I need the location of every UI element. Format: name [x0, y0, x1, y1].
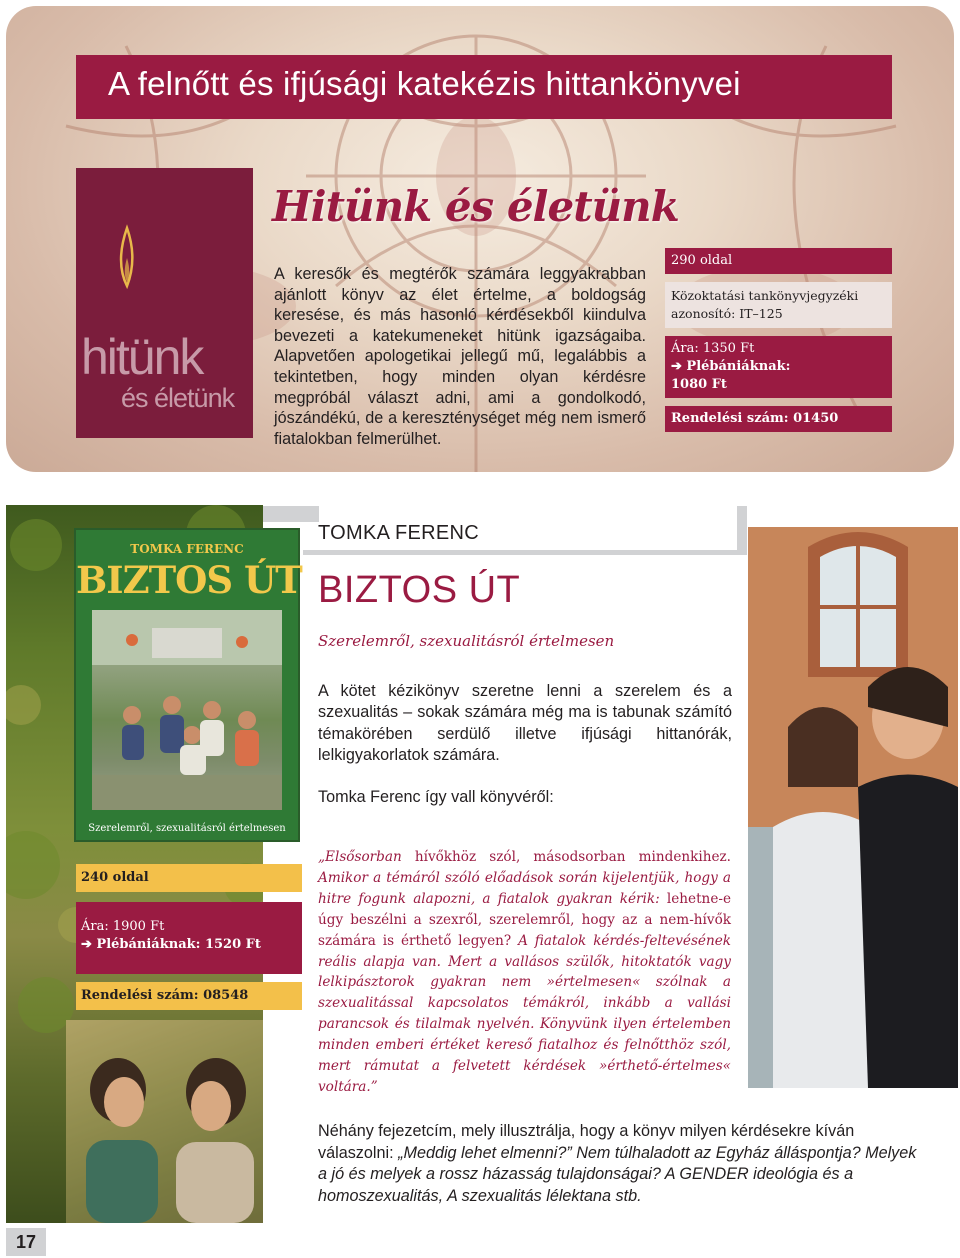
parish-price: ➔ Plébániáknak: 1520 Ft — [81, 937, 261, 952]
textbook-id-line2: azonosító: IT–125 — [671, 306, 783, 321]
textbook-id-box — [665, 282, 892, 328]
divider-line — [303, 550, 747, 555]
book-cover-hitunk — [76, 168, 253, 438]
page-count: 290 oldal — [671, 253, 733, 268]
chapters-intro: Néhány fejezetcím, mely illusztrálja, hogy a könyv milyen kérdésekre kíván válaszolni: — [318, 1122, 855, 1162]
section-title-bar — [76, 55, 892, 119]
cover-title: BIZTOS ÚT — [76, 558, 302, 602]
page-count-label — [76, 864, 302, 892]
order-number-box — [76, 982, 302, 1010]
photo-couple-talking — [66, 1020, 263, 1223]
cover-subtitle: Szerelemről, szexualitásról értelmesen — [88, 823, 286, 834]
price: Ára: 1350 Ft — [671, 341, 755, 356]
order-number: Rendelési szám: 01450 — [671, 411, 839, 426]
divider-corner — [737, 506, 747, 555]
book-subtitle: Szerelemről, szexualitásról értelmesen — [318, 632, 615, 650]
price-box — [665, 336, 892, 398]
page-number: 17 — [15, 1232, 37, 1252]
cover-author: TOMKA FERENC — [130, 542, 244, 556]
textbook-id-line1: Közoktatási tankönyvjegyzéki — [671, 288, 859, 303]
quote-part: „Elsősorban — [318, 849, 415, 865]
cover-title-small: és életünk — [121, 383, 235, 413]
order-number: Rendelési szám: 08548 — [81, 988, 249, 1003]
quote-part: hívőkhöz szól, másodsorban — [414, 849, 626, 865]
parish-price-label: ➔ Plébániáknak: — [671, 359, 791, 374]
page-count-label — [665, 248, 892, 274]
quote-part: mindenkihez. — [625, 849, 732, 865]
book-cover-biztos-ut — [76, 530, 302, 840]
price: Ára: 1900 Ft — [81, 919, 165, 934]
quote-part: A fiatalok kérdés-feltevésének reális alapja van. Mert a vallásos szülők, hitoktatók vagy lelkipásztorok gyakran nem »értelmesen« szólnak a szexualitással kapcsolatos témákról, inkább a vallási parancsok és tilalmak nyelvén. Könyvünk ilyen értelemben minden emberi értéket kereső fiatalhoz és felnőtthöz szól, mert rámutat a felvetett kérdések »érthető-értelmes« voltára.” — [318, 932, 732, 1095]
chapter-titles-paragraph — [318, 1121, 928, 1207]
order-number-box — [665, 406, 892, 432]
divider-bar — [263, 506, 319, 522]
price-box — [76, 902, 302, 974]
book-author: TOMKA FERENC — [318, 522, 480, 544]
book-title: Hitünk és életünk — [272, 182, 679, 231]
book-title: BIZTOS ÚT — [318, 569, 521, 611]
parish-price: 1080 Ft — [671, 377, 727, 392]
book-description: A keresők és megtérők számára leggyakrabban ajánlott könyv az élet értelme, a boldogság keresése, és más hasonló kérdésekből kiindulva bevezeti a katekumeneket hitünk igazságaiba. Alapvetően apologetikai jellegű mű, legalábbis a tekintetben, hogy minden olyan kérdésre megpróbál választ adni, ami a gondolkodó, jószándékú, de a kereszténységet még nem ismerő fiatalokban felmerülhet. — [274, 265, 646, 448]
page-count: 240 oldal — [81, 870, 149, 885]
author-quote-intro: Tomka Ferenc így vall könyvéről: — [318, 788, 554, 806]
photo-young-couple-outdoors — [748, 527, 958, 1088]
section-title: A felnőtt és ifjúsági katekézis hittankönyvei — [108, 65, 741, 102]
quote-part: Amikor a témáról szóló előadások során kijelentjük, hogy a hitre fogunk alapozni, a fiatalok gyakran kérik: — [318, 869, 731, 907]
page-number-box — [6, 1228, 46, 1256]
cover-title-big: hitünk — [81, 329, 203, 385]
chapters-list: „Meddig lehet elmenni?” Nem túlhaladott az Egyház álláspontja? Melyek a jó és melyek a rossz házasság tulajdonságai? A GENDER ideológia és a homoszexualitás, A szexualitás lélektana stb. — [318, 1143, 917, 1205]
quote-part: lehetne-e úgy beszélni a szexről, szerelemről, hogy az a nem-hívők számára is érthető legyen? — [318, 890, 731, 949]
author-quote — [318, 847, 731, 1098]
cover-photo-group-of-youths — [92, 610, 282, 810]
book-description: A kötet kézikönyv szeretne lenni a szerelem és a szexualitás – sokak számára még ma is tabunak számító témakörében serdülő illetve ifjúsági hittanórák, lelkigyakorlatok számára. — [318, 682, 732, 764]
